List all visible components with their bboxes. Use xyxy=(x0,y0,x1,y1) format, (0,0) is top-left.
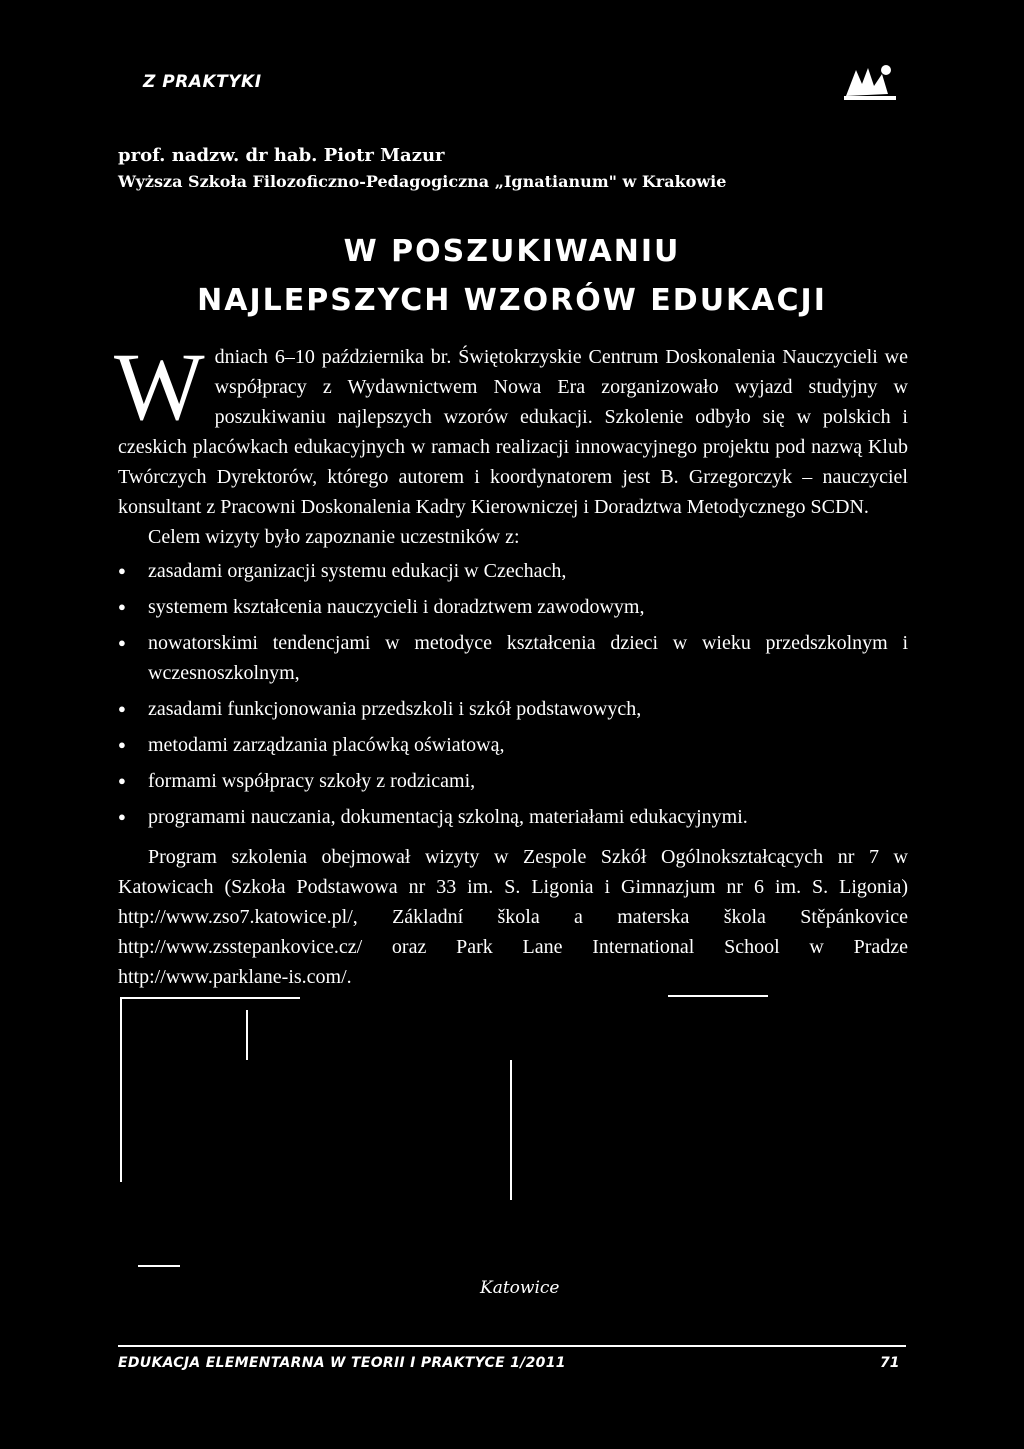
journal-logo-icon xyxy=(842,60,898,102)
article-body xyxy=(114,333,908,992)
intro-paragraph: Celem wizyty było zapoznanie uczestników z: xyxy=(148,526,520,548)
photo-frame-top-right xyxy=(668,995,768,997)
article-title-line2: NAJLEPSZYCH WZORÓW EDUKACJI xyxy=(197,283,827,318)
list-item: ● programami nauczania, dokumentacją szkolną, materiałami edukacyjnymi. xyxy=(118,802,908,832)
article-title-line1: W POSZUKIWANIU xyxy=(343,234,681,269)
program-paragraph: Program szkolenia obejmował wizyty w Zespole Szkół Ogólnokształcących nr 7 w Katowicach (Szkoła Podstawowa nr 33 im. S. Ligonia i Gimnazjum nr 6 im. S. Ligonia) http://www.zso7.katowice.pl/, Základní škola a materska škola Stěpánkovice http://www.zsstepankovice.cz/ oraz Park Lane International School w Pradze http://www.parklane-is.com/. xyxy=(118,846,908,988)
list-item: ● systemem kształcenia nauczycieli i doradztwem zawodowym, xyxy=(118,592,908,622)
lead-text: dniach 6–10 października br. Świętokrzyskie Centrum Doskonalenia Nauczycieli we współpracy z Wydawnictwem Nowa Era zorganizowało wyjazd studyjny w poszukiwaniu najlepszych wzorów edukacji. Szkolenie odbyło się w polskich i czeskich placówkach edukacyjnych w ramach realizacji innowacyjnego projektu pod nazwą Klub Twórczych Dyrektorów, którego autorem i koordynatorem jest B. Grzegorczyk – nauczyciel konsultant z Pracowni Doskonalenia Kadry Kierowniczej i Doradztwa Metodycznego SCDN. xyxy=(118,346,908,518)
photo-frame-divider xyxy=(246,1010,248,1060)
list-item: ● formami współpracy szkoły z rodzicami, xyxy=(118,766,908,796)
section-label: Z PRAKTYKI xyxy=(143,72,262,92)
photo-frame-center xyxy=(510,1060,512,1200)
photo-frame-left xyxy=(120,997,122,1182)
drop-cap: W xyxy=(114,333,205,440)
page-number: 71 xyxy=(880,1355,900,1371)
photo-frame-top-left xyxy=(120,997,300,999)
lead-paragraph xyxy=(114,333,908,522)
list-item: ● metodami zarządzania placówką oświatową, xyxy=(118,730,908,760)
footer-rule xyxy=(118,1345,906,1347)
author-name: prof. nadzw. dr hab. Piotr Mazur xyxy=(118,145,445,166)
list-item: ● zasadami organizacji systemu edukacji w Czechach, xyxy=(118,556,908,586)
list-item: ● nowatorskimi tendencjami w metodyce kształcenia dzieci w wieku przedszkolnym i wczesnoszkolnym, xyxy=(118,628,908,688)
author-affiliation: Wyższa Szkoła Filozoficzno-Pedagogiczna „Ignatianum" w Krakowie xyxy=(118,172,727,191)
goals-list xyxy=(118,556,908,832)
photo-caption: Katowice xyxy=(480,1278,560,1298)
journal-title: EDUKACJA ELEMENTARNA W TEORII I PRAKTYCE 1/2011 xyxy=(118,1355,566,1371)
photo-frame-bottom xyxy=(138,1265,180,1267)
list-item: ● zasadami funkcjonowania przedszkoli i szkół podstawowych, xyxy=(118,694,908,724)
